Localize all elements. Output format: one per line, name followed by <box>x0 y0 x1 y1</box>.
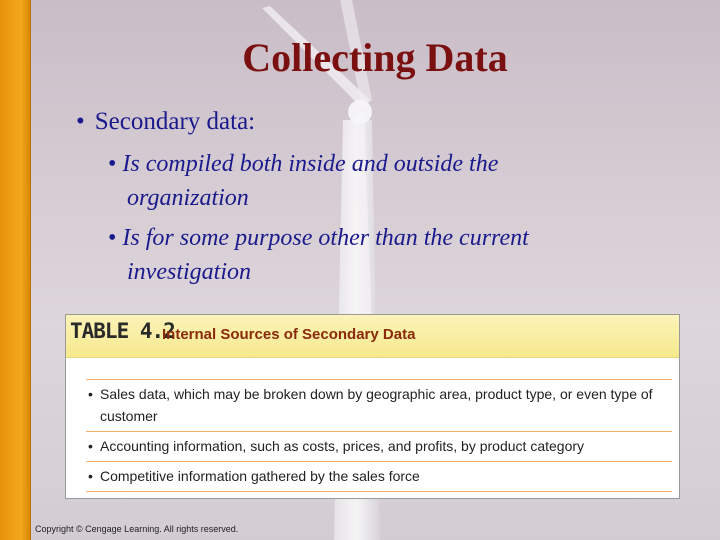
table-row-text: Competitive information gathered by the sales force <box>100 468 420 484</box>
sub-bullet-2-line2: investigation <box>127 259 251 285</box>
sub-bullet-1-line2: organization <box>127 185 249 211</box>
table-row-text: Accounting information, such as costs, prices, and profits, by product category <box>100 438 585 454</box>
table-image <box>65 314 680 499</box>
table-row <box>86 431 672 461</box>
table-title: Internal Sources of Secondary Data <box>162 326 416 343</box>
sub-bullet-2-line1: Is for some purpose other than the current <box>122 225 529 251</box>
bullet-secondary-data <box>76 108 255 136</box>
row-bullet: • <box>88 468 93 484</box>
table-row <box>86 461 672 492</box>
bullet-text: Secondary data: <box>94 108 256 135</box>
row-bullet: • <box>88 438 93 454</box>
sub-bullet-1-line1: Is compiled both inside and outside the <box>122 151 499 177</box>
sub-bullet-1 <box>108 146 648 216</box>
row-bullet: • <box>88 386 93 402</box>
bullet-dot: • <box>108 151 117 177</box>
table-header <box>66 315 679 358</box>
bullet-dot: • <box>76 108 85 135</box>
table-rows <box>86 379 672 492</box>
table-label: TABLE 4.2 <box>70 319 175 343</box>
slide-title: Collecting Data <box>242 35 508 80</box>
bullet-dot: • <box>108 225 117 251</box>
sub-bullet-2 <box>108 220 648 290</box>
table-row-text: Sales data, which may be broken down by geographic area, product type, or even type of customer <box>100 386 653 424</box>
table-row <box>86 379 672 431</box>
copyright-footer: Copyright © Cengage Learning. All rights reserved. <box>35 524 239 534</box>
